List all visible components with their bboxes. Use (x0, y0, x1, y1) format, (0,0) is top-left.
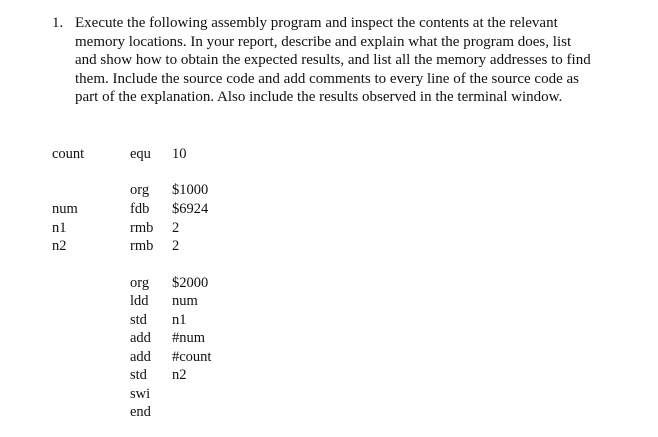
code-operand: $2000 (172, 275, 209, 291)
code-line (0, 200, 658, 219)
code-operand: n2 (172, 367, 187, 383)
question-line: part of the explanation. Also include the results observed in the terminal window. (75, 89, 563, 105)
code-operand: n1 (172, 312, 187, 328)
code-opcode: add (130, 330, 151, 346)
code-line (0, 403, 658, 422)
code-operand: $1000 (172, 182, 209, 198)
code-line (0, 292, 658, 311)
code-operand: 10 (172, 146, 187, 162)
code-operand: $6924 (172, 201, 209, 217)
code-opcode: org (130, 182, 150, 198)
question-line: Execute the following assembly program and inspect the contents at the relevant (75, 15, 558, 31)
code-line (0, 181, 658, 200)
code-label: count (52, 146, 85, 162)
code-operand: #num (172, 330, 206, 346)
code-opcode: rmb (130, 238, 154, 254)
question-line: memory locations. In your report, describe and explain what the program does, list (75, 33, 572, 50)
code-label: num (52, 201, 78, 217)
code-label: n1 (52, 220, 67, 236)
code-opcode: ldd (130, 293, 149, 309)
code-operand: 2 (172, 220, 180, 236)
code-line (0, 145, 658, 164)
code-operand: #count (172, 349, 212, 365)
code-opcode: fdb (130, 201, 150, 217)
code-label: n2 (52, 238, 67, 254)
question-line: them. Include the source code and add comments to every line of the source code as (75, 70, 579, 87)
code-line (0, 385, 658, 404)
question-line: and show how to obtain the expected results, and list all the memory addresses to find (75, 52, 591, 68)
code-operand: 2 (172, 238, 180, 254)
code-line (0, 311, 658, 330)
code-opcode: rmb (130, 220, 154, 236)
code-opcode: end (130, 404, 151, 420)
code-line (0, 366, 658, 385)
code-opcode: equ (130, 146, 151, 162)
code-opcode: std (130, 367, 147, 383)
code-opcode: org (130, 275, 150, 291)
code-operand: num (172, 293, 198, 309)
code-line (0, 274, 658, 293)
question-number: 1. (52, 15, 64, 31)
code-opcode: std (130, 312, 147, 328)
code-line (0, 329, 658, 348)
code-line (0, 348, 658, 367)
code-opcode: swi (130, 386, 151, 402)
code-opcode: add (130, 349, 151, 365)
code-line (0, 237, 658, 256)
code-line (0, 219, 658, 238)
